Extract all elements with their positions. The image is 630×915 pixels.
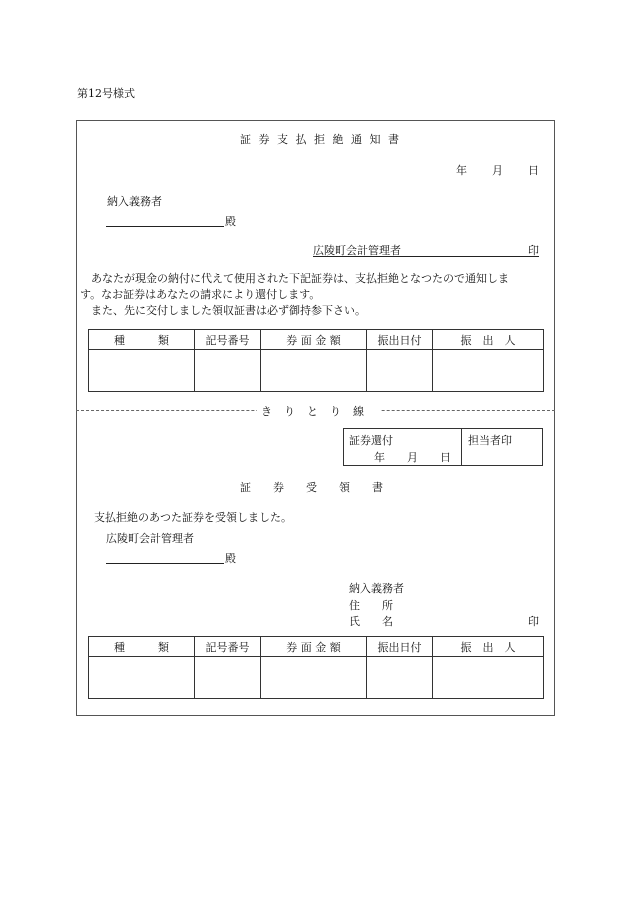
col-face-amount: 券 面 金 額 xyxy=(261,637,367,657)
notice-body-line2: す。なお証券はあなたの請求により還付します。 xyxy=(80,288,321,301)
col-type: 種 類 xyxy=(89,330,195,350)
recipient-label: 納入義務者 xyxy=(107,195,162,208)
cell-serial xyxy=(195,657,261,699)
recipient-dono: 殿 xyxy=(225,215,236,228)
name-label: 氏 名 xyxy=(349,615,393,628)
issuer-line xyxy=(313,256,539,257)
cell-face-amount xyxy=(261,657,367,699)
cell-drawer xyxy=(433,657,544,699)
cell-serial xyxy=(195,350,261,392)
receipt-dono: 殿 xyxy=(225,552,236,565)
notice-date-day: 日 xyxy=(528,164,539,177)
addressee-line xyxy=(106,563,224,564)
receipt-body: 支払拒絶のあつた証券を受領しました。 xyxy=(94,511,292,524)
cell-type xyxy=(89,657,195,699)
cell-type xyxy=(89,350,195,392)
col-type: 種 類 xyxy=(89,637,195,657)
cell-drawer xyxy=(433,350,544,392)
payer-seal: 印 xyxy=(528,615,539,628)
col-drawer: 振 出 人 xyxy=(433,637,544,657)
col-face-amount: 券 面 金 額 xyxy=(261,330,367,350)
notice-title: 証 券 支 払 拒 絶 通 知 書 xyxy=(240,133,401,146)
notice-date-year: 年 xyxy=(456,164,467,177)
return-label: 証券還付 xyxy=(349,434,393,447)
recipient-name-line xyxy=(106,226,224,227)
return-box xyxy=(343,428,543,466)
notice-body-line3: また、先に交付しました領収証書は必ず御持参下さい。 xyxy=(80,304,366,317)
col-issue-date: 振出日付 xyxy=(367,330,433,350)
col-drawer: 振 出 人 xyxy=(433,330,544,350)
receipt-title: 証 券 受 領 書 xyxy=(240,481,383,494)
issuer-label: 広陵町会計管理者 xyxy=(313,244,401,257)
payer-label: 納入義務者 xyxy=(349,582,404,595)
col-serial: 記号番号 xyxy=(195,637,261,657)
staff-seal-label: 担当者印 xyxy=(468,434,512,447)
col-serial: 記号番号 xyxy=(195,330,261,350)
notice-date-month: 月 xyxy=(492,164,503,177)
cell-issue-date xyxy=(367,657,433,699)
notice-securities-table xyxy=(88,329,544,392)
cell-issue-date xyxy=(367,350,433,392)
cut-line-label: きりとり線 xyxy=(257,403,380,419)
receipt-addressee: 広陵町会計管理者 xyxy=(106,532,194,545)
receipt-securities-table xyxy=(88,636,544,699)
address-label: 住 所 xyxy=(349,599,393,612)
return-date: 年 月 日 xyxy=(374,451,451,464)
issuer-seal: 印 xyxy=(528,244,539,257)
form-number: 第12号様式 xyxy=(77,87,135,100)
col-issue-date: 振出日付 xyxy=(367,637,433,657)
cell-face-amount xyxy=(261,350,367,392)
notice-body-line1: あなたが現金の納付に代えて使用された下記証券は、支払拒絶となつたので通知しま xyxy=(80,272,509,285)
